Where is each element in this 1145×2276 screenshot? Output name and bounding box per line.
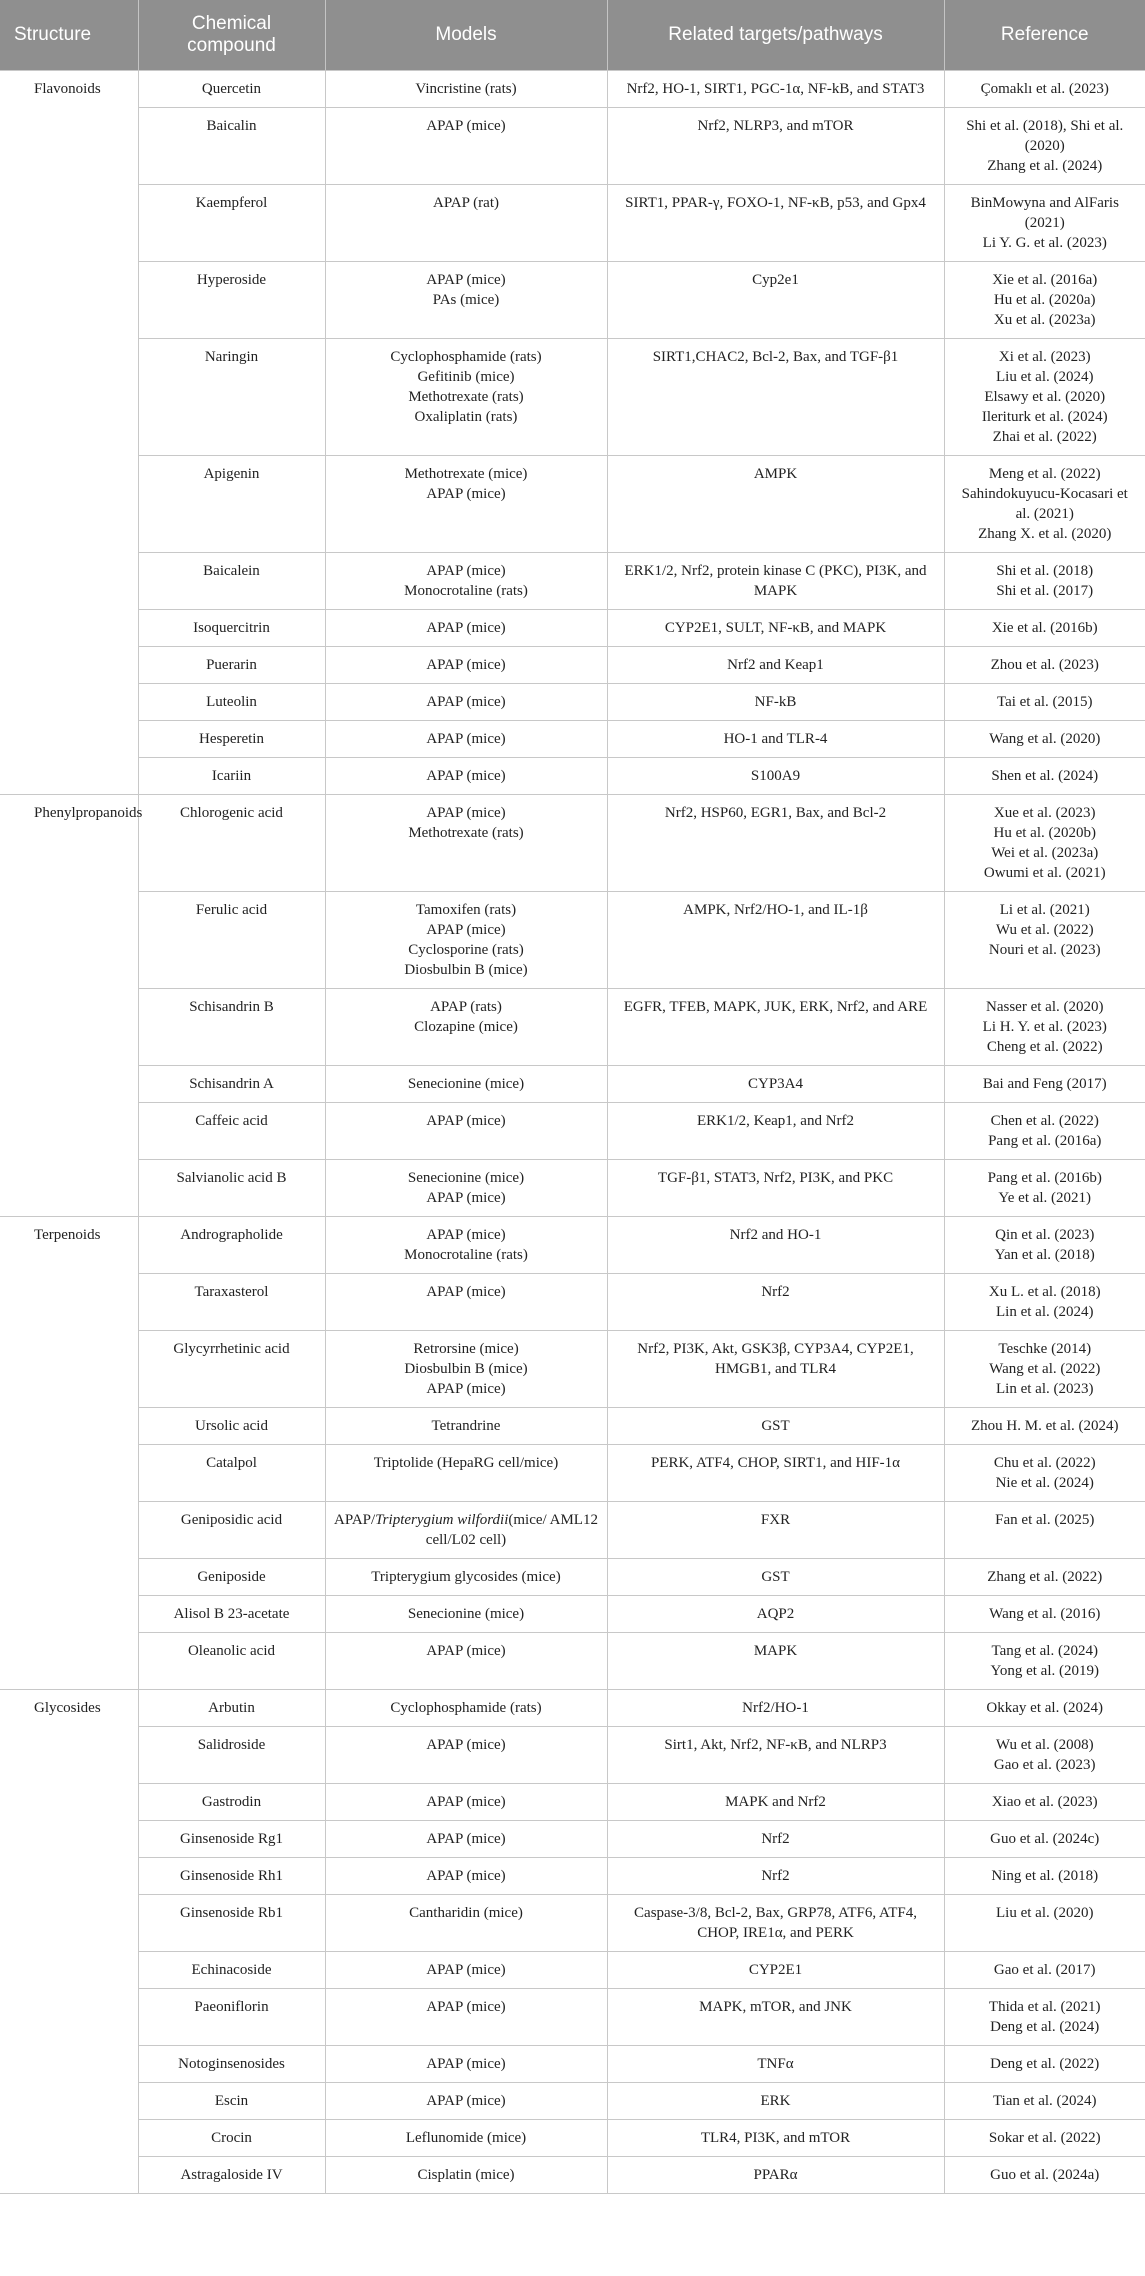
- targets-cell: TLR4, PI3K, and mTOR: [607, 2120, 944, 2157]
- targets-cell: Cyp2e1: [607, 262, 944, 339]
- table-row: [0, 2120, 1145, 2157]
- targets-cell: MAPK: [607, 1633, 944, 1690]
- targets-cell: Nrf2, NLRP3, and mTOR: [607, 108, 944, 185]
- models-cell: Tetrandrine: [325, 1408, 607, 1445]
- targets-cell: MAPK and Nrf2: [607, 1784, 944, 1821]
- targets-cell: CYP2E1, SULT, NF-κB, and MAPK: [607, 610, 944, 647]
- compound-cell: Ginsenoside Rb1: [138, 1895, 325, 1952]
- header-chemical-compound: Chemical compound: [138, 0, 325, 71]
- compound-cell: Puerarin: [138, 647, 325, 684]
- header-reference: Reference: [944, 0, 1145, 71]
- compound-cell: Echinacoside: [138, 1952, 325, 1989]
- targets-cell: PERK, ATF4, CHOP, SIRT1, and HIF-1α: [607, 1445, 944, 1502]
- models-cell: APAP (mice): [325, 108, 607, 185]
- compound-cell: Taraxasterol: [138, 1274, 325, 1331]
- reference-cell: Xie et al. (2016b): [944, 610, 1145, 647]
- models-cell: Triptolide (HepaRG cell/mice): [325, 1445, 607, 1502]
- table-row: [0, 647, 1145, 684]
- reference-cell: Li et al. (2021) Wu et al. (2022) Nouri et al. (2023): [944, 892, 1145, 989]
- models-cell: Senecionine (mice) APAP (mice): [325, 1160, 607, 1217]
- table-row: [0, 185, 1145, 262]
- reference-cell: Pang et al. (2016b) Ye et al. (2021): [944, 1160, 1145, 1217]
- models-cell: Cyclophosphamide (rats): [325, 1690, 607, 1727]
- reference-cell: Zhou H. M. et al. (2024): [944, 1408, 1145, 1445]
- reference-cell: Okkay et al. (2024): [944, 1690, 1145, 1727]
- compound-cell: Gastrodin: [138, 1784, 325, 1821]
- table-row: [0, 1727, 1145, 1784]
- targets-cell: Nrf2, PI3K, Akt, GSK3β, CYP3A4, CYP2E1, HMGB1, and TLR4: [607, 1331, 944, 1408]
- reference-cell: BinMowyna and AlFaris (2021) Li Y. G. et al. (2023): [944, 185, 1145, 262]
- compound-cell: Salidroside: [138, 1727, 325, 1784]
- table-row: [0, 1690, 1145, 1727]
- targets-cell: HO-1 and TLR-4: [607, 721, 944, 758]
- compound-cell: Glycyrrhetinic acid: [138, 1331, 325, 1408]
- header-row: [0, 0, 1145, 71]
- reference-cell: Xi et al. (2023) Liu et al. (2024) Elsawy et al. (2020) Ileriturk et al. (2024) Zhai et al. (2022): [944, 339, 1145, 456]
- compound-cell: Geniposidic acid: [138, 1502, 325, 1559]
- reference-cell: Chen et al. (2022) Pang et al. (2016a): [944, 1103, 1145, 1160]
- compound-cell: Baicalin: [138, 108, 325, 185]
- reference-cell: Thida et al. (2021) Deng et al. (2024): [944, 1989, 1145, 2046]
- reference-cell: Tang et al. (2024) Yong et al. (2019): [944, 1633, 1145, 1690]
- targets-cell: MAPK, mTOR, and JNK: [607, 1989, 944, 2046]
- compound-cell: Andrographolide: [138, 1217, 325, 1274]
- models-cell: APAP (mice): [325, 1989, 607, 2046]
- table-row: [0, 2157, 1145, 2194]
- table-row: [0, 1784, 1145, 1821]
- targets-cell: Caspase-3/8, Bcl-2, Bax, GRP78, ATF6, ATF4, CHOP, IRE1α, and PERK: [607, 1895, 944, 1952]
- models-cell: APAP (mice): [325, 1633, 607, 1690]
- reference-cell: Guo et al. (2024c): [944, 1821, 1145, 1858]
- reference-cell: Qin et al. (2023) Yan et al. (2018): [944, 1217, 1145, 1274]
- reference-cell: Deng et al. (2022): [944, 2046, 1145, 2083]
- targets-cell: Nrf2 and Keap1: [607, 647, 944, 684]
- compound-cell: Naringin: [138, 339, 325, 456]
- compound-cell: Caffeic acid: [138, 1103, 325, 1160]
- targets-cell: TNFα: [607, 2046, 944, 2083]
- compound-cell: Kaempferol: [138, 185, 325, 262]
- reference-cell: Meng et al. (2022) Sahindokuyucu-Kocasari et al. (2021) Zhang X. et al. (2020): [944, 456, 1145, 553]
- reference-cell: Xue et al. (2023) Hu et al. (2020b) Wei et al. (2023a) Owumi et al. (2021): [944, 795, 1145, 892]
- targets-cell: PPARα: [607, 2157, 944, 2194]
- targets-cell: EGFR, TFEB, MAPK, JUK, ERK, Nrf2, and ARE: [607, 989, 944, 1066]
- compound-cell: Escin: [138, 2083, 325, 2120]
- targets-cell: CYP3A4: [607, 1066, 944, 1103]
- structure-cell: Terpenoids: [0, 1217, 138, 1690]
- targets-cell: Nrf2/HO-1: [607, 1690, 944, 1727]
- targets-cell: ERK: [607, 2083, 944, 2120]
- table-row: [0, 795, 1145, 892]
- reference-cell: Wu et al. (2008) Gao et al. (2023): [944, 1727, 1145, 1784]
- targets-cell: GST: [607, 1559, 944, 1596]
- targets-cell: Nrf2: [607, 1274, 944, 1331]
- table-row: [0, 1989, 1145, 2046]
- models-cell: APAP (mice): [325, 1858, 607, 1895]
- table-row: [0, 1103, 1145, 1160]
- compound-cell: Ferulic acid: [138, 892, 325, 989]
- reference-cell: Guo et al. (2024a): [944, 2157, 1145, 2194]
- reference-cell: Nasser et al. (2020) Li H. Y. et al. (2023) Cheng et al. (2022): [944, 989, 1145, 1066]
- structure-cell: Glycosides: [0, 1690, 138, 2194]
- table-row: [0, 1445, 1145, 1502]
- models-cell: Vincristine (rats): [325, 71, 607, 108]
- models-cell: APAP (mice): [325, 2046, 607, 2083]
- table-row: [0, 684, 1145, 721]
- compound-cell: Schisandrin B: [138, 989, 325, 1066]
- reference-cell: Çomaklı et al. (2023): [944, 71, 1145, 108]
- targets-cell: Sirt1, Akt, Nrf2, NF-κB, and NLRP3: [607, 1727, 944, 1784]
- compound-cell: Quercetin: [138, 71, 325, 108]
- models-cell: APAP (mice): [325, 758, 607, 795]
- reference-cell: Xie et al. (2016a) Hu et al. (2020a) Xu et al. (2023a): [944, 262, 1145, 339]
- models-cell: APAP (mice): [325, 1821, 607, 1858]
- reference-cell: Wang et al. (2020): [944, 721, 1145, 758]
- compound-cell: Geniposide: [138, 1559, 325, 1596]
- table-row: [0, 1331, 1145, 1408]
- compound-cell: Baicalein: [138, 553, 325, 610]
- table-row: [0, 456, 1145, 553]
- models-cell: Leflunomide (mice): [325, 2120, 607, 2157]
- models-text-part: Tripterygium wilfordii: [375, 1512, 509, 1528]
- models-cell: APAP (mice): [325, 1784, 607, 1821]
- models-text-part: (mice/ AML12 cell/L02 cell): [425, 1512, 598, 1548]
- table-row: [0, 989, 1145, 1066]
- compound-cell: Paeoniflorin: [138, 1989, 325, 2046]
- compound-cell: Arbutin: [138, 1690, 325, 1727]
- table-row: [0, 1217, 1145, 1274]
- table-row: [0, 1066, 1145, 1103]
- models-cell: APAP (mice): [325, 1952, 607, 1989]
- table-row: [0, 1408, 1145, 1445]
- models-cell: Cisplatin (mice): [325, 2157, 607, 2194]
- models-cell: APAP (mice) PAs (mice): [325, 262, 607, 339]
- table-row: [0, 1858, 1145, 1895]
- models-cell: Cantharidin (mice): [325, 1895, 607, 1952]
- table-row: [0, 892, 1145, 989]
- header-models: Models: [325, 0, 607, 71]
- models-cell: Senecionine (mice): [325, 1066, 607, 1103]
- compound-cell: Notoginsenosides: [138, 2046, 325, 2083]
- compound-cell: Salvianolic acid B: [138, 1160, 325, 1217]
- table-row: [0, 758, 1145, 795]
- table-row: [0, 1633, 1145, 1690]
- models-text-part: APAP/: [334, 1512, 376, 1528]
- models-cell: APAP (rats) Clozapine (mice): [325, 989, 607, 1066]
- table-row: [0, 2046, 1145, 2083]
- compound-cell: Crocin: [138, 2120, 325, 2157]
- structure-cell: Flavonoids: [0, 71, 138, 795]
- targets-cell: FXR: [607, 1502, 944, 1559]
- targets-cell: GST: [607, 1408, 944, 1445]
- targets-cell: AMPK, Nrf2/HO-1, and IL-1β: [607, 892, 944, 989]
- targets-cell: SIRT1,CHAC2, Bcl-2, Bax, and TGF-β1: [607, 339, 944, 456]
- table-header: [0, 0, 1145, 71]
- models-cell: APAP (mice) Monocrotaline (rats): [325, 553, 607, 610]
- compound-cell: Luteolin: [138, 684, 325, 721]
- reference-cell: Tian et al. (2024): [944, 2083, 1145, 2120]
- compound-cell: Oleanolic acid: [138, 1633, 325, 1690]
- compound-cell: Schisandrin A: [138, 1066, 325, 1103]
- models-cell: APAP (mice): [325, 721, 607, 758]
- compound-cell: Hesperetin: [138, 721, 325, 758]
- table-row: [0, 721, 1145, 758]
- models-cell: Cyclophosphamide (rats) Gefitinib (mice) Methotrexate (rats) Oxaliplatin (rats): [325, 339, 607, 456]
- header-related-targets: Related targets/pathways: [607, 0, 944, 71]
- models-cell: APAP (rat): [325, 185, 607, 262]
- targets-cell: Nrf2: [607, 1858, 944, 1895]
- table-row: [0, 1502, 1145, 1559]
- header-structure: Structure: [0, 0, 138, 71]
- compound-cell: Icariin: [138, 758, 325, 795]
- table-row: [0, 1596, 1145, 1633]
- compound-cell: Chlorogenic acid: [138, 795, 325, 892]
- compound-cell: Apigenin: [138, 456, 325, 553]
- reference-cell: Shen et al. (2024): [944, 758, 1145, 795]
- targets-cell: Nrf2, HO-1, SIRT1, PGC-1α, NF-kB, and STAT3: [607, 71, 944, 108]
- table-row: [0, 108, 1145, 185]
- targets-cell: CYP2E1: [607, 1952, 944, 1989]
- targets-cell: Nrf2, HSP60, EGR1, Bax, and Bcl-2: [607, 795, 944, 892]
- table-row: [0, 339, 1145, 456]
- reference-cell: Tai et al. (2015): [944, 684, 1145, 721]
- reference-cell: Wang et al. (2016): [944, 1596, 1145, 1633]
- reference-cell: Gao et al. (2017): [944, 1952, 1145, 1989]
- table-row: [0, 1821, 1145, 1858]
- table-row: [0, 71, 1145, 108]
- targets-cell: ERK1/2, Nrf2, protein kinase C (PKC), PI3K, and MAPK: [607, 553, 944, 610]
- targets-cell: ERK1/2, Keap1, and Nrf2: [607, 1103, 944, 1160]
- compound-cell: Ginsenoside Rh1: [138, 1858, 325, 1895]
- table-row: [0, 1160, 1145, 1217]
- models-cell: APAP (mice): [325, 1103, 607, 1160]
- table-row: [0, 1559, 1145, 1596]
- compound-cell: Alisol B 23-acetate: [138, 1596, 325, 1633]
- targets-cell: NF-kB: [607, 684, 944, 721]
- models-cell: Tamoxifen (rats) APAP (mice) Cyclosporine (rats) Diosbulbin B (mice): [325, 892, 607, 989]
- reference-cell: Xiao et al. (2023): [944, 1784, 1145, 1821]
- targets-cell: AMPK: [607, 456, 944, 553]
- reference-cell: Xu L. et al. (2018) Lin et al. (2024): [944, 1274, 1145, 1331]
- reference-cell: Bai and Feng (2017): [944, 1066, 1145, 1103]
- table-row: [0, 1274, 1145, 1331]
- models-cell: Senecionine (mice): [325, 1596, 607, 1633]
- targets-cell: AQP2: [607, 1596, 944, 1633]
- models-cell: Methotrexate (mice) APAP (mice): [325, 456, 607, 553]
- models-cell: APAP (mice) Monocrotaline (rats): [325, 1217, 607, 1274]
- targets-cell: SIRT1, PPAR-γ, FOXO-1, NF-κB, p53, and Gpx4: [607, 185, 944, 262]
- models-cell: Retrorsine (mice) Diosbulbin B (mice) APAP (mice): [325, 1331, 607, 1408]
- table-row: [0, 553, 1145, 610]
- table-row: [0, 2083, 1145, 2120]
- compound-cell: Isoquercitrin: [138, 610, 325, 647]
- models-cell: APAP (mice): [325, 647, 607, 684]
- reference-cell: Sokar et al. (2022): [944, 2120, 1145, 2157]
- targets-cell: S100A9: [607, 758, 944, 795]
- reference-cell: Zhang et al. (2022): [944, 1559, 1145, 1596]
- targets-cell: Nrf2: [607, 1821, 944, 1858]
- table-body: [0, 71, 1145, 2194]
- reference-cell: Zhou et al. (2023): [944, 647, 1145, 684]
- models-cell: APAP (mice) Methotrexate (rats): [325, 795, 607, 892]
- structure-cell: Phenylpropanoids: [0, 795, 138, 1217]
- table-row: [0, 1952, 1145, 1989]
- targets-cell: Nrf2 and HO-1: [607, 1217, 944, 1274]
- reference-cell: Shi et al. (2018) Shi et al. (2017): [944, 553, 1145, 610]
- table-row: [0, 262, 1145, 339]
- models-cell: APAP (mice): [325, 1274, 607, 1331]
- reference-cell: Chu et al. (2022) Nie et al. (2024): [944, 1445, 1145, 1502]
- compound-cell: Ursolic acid: [138, 1408, 325, 1445]
- models-cell: APAP (mice): [325, 610, 607, 647]
- table-row: [0, 1895, 1145, 1952]
- reference-cell: Teschke (2014) Wang et al. (2022) Lin et al. (2023): [944, 1331, 1145, 1408]
- models-cell: [325, 1502, 607, 1559]
- models-cell: APAP (mice): [325, 1727, 607, 1784]
- compound-cell: Hyperoside: [138, 262, 325, 339]
- reference-cell: Fan et al. (2025): [944, 1502, 1145, 1559]
- models-cell: APAP (mice): [325, 2083, 607, 2120]
- reference-cell: Ning et al. (2018): [944, 1858, 1145, 1895]
- targets-cell: TGF-β1, STAT3, Nrf2, PI3K, and PKC: [607, 1160, 944, 1217]
- compound-cell: Ginsenoside Rg1: [138, 1821, 325, 1858]
- reference-cell: Shi et al. (2018), Shi et al. (2020) Zhang et al. (2024): [944, 108, 1145, 185]
- models-cell: Tripterygium glycosides (mice): [325, 1559, 607, 1596]
- table-row: [0, 610, 1145, 647]
- compound-cell: Astragaloside IV: [138, 2157, 325, 2194]
- reference-cell: Liu et al. (2020): [944, 1895, 1145, 1952]
- models-cell: APAP (mice): [325, 684, 607, 721]
- compound-cell: Catalpol: [138, 1445, 325, 1502]
